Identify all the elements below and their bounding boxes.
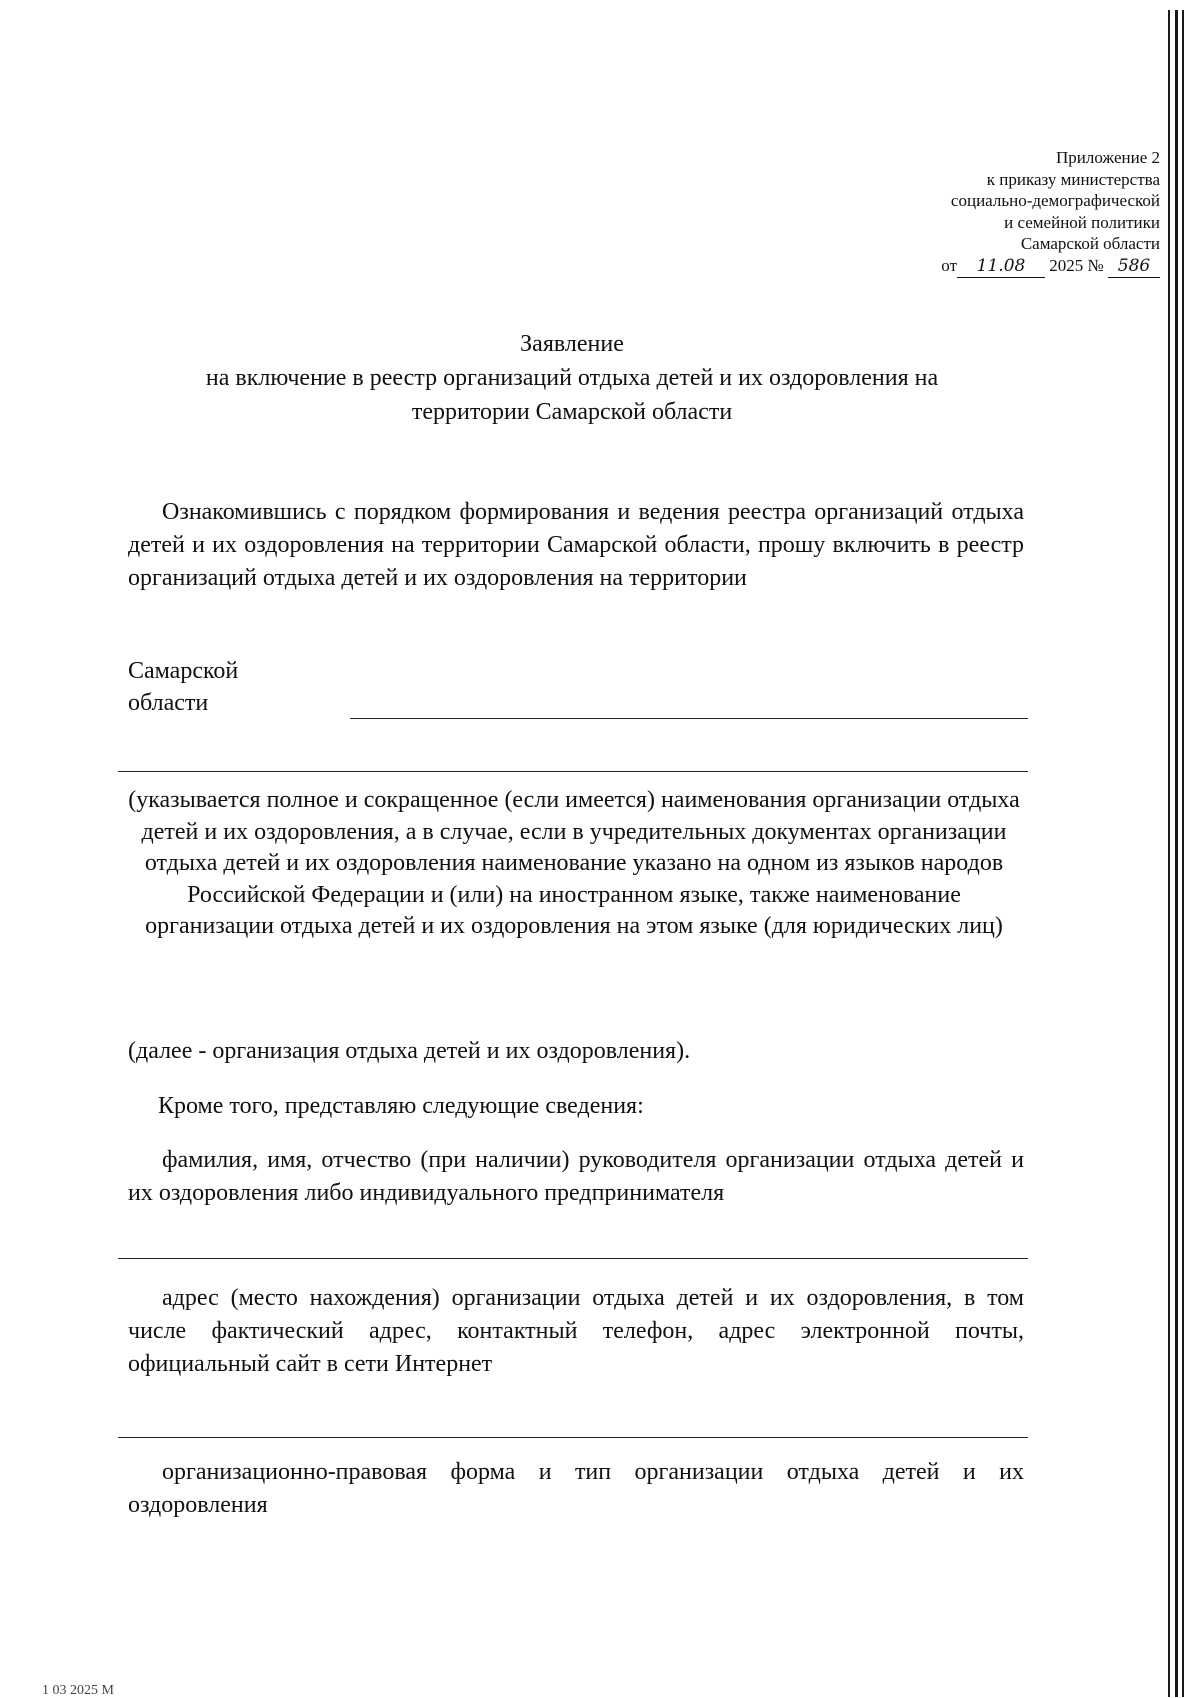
fill-in-line — [350, 718, 1028, 719]
order-date-line — [830, 255, 1160, 279]
intro-paragraph — [128, 496, 1024, 595]
scan-edge-line — [1182, 10, 1184, 1697]
intro-text: Ознакомившись с порядком формирования и ведения реестра организаций отдыха детей и их оздоровления на территории Самарской области, прошу включить в реестр организаций отдыха детей и их оздоровления на территории — [128, 499, 1024, 591]
appendix-header — [830, 147, 1160, 278]
fill-in-line — [118, 1258, 1028, 1259]
head-fio-paragraph — [128, 1144, 1024, 1210]
title-line: Заявление — [520, 331, 624, 357]
fill-in-line — [118, 1437, 1028, 1438]
appendix-line: Самарской области — [1020, 234, 1160, 253]
handwritten-date: 11.08 — [957, 256, 1045, 279]
name-explanation-note: (указывается полное и сокращенное (если имеется) наименования организации отдыха детей и их оздоровления, а в случае, если в учредительных документах организации отдыха детей и их оздоровления наименование указано на одном из языков народов Российской Федерации и (или) на иностранном языке, также наименование организации отдыха детей и их оздоровления на этом языке (для юридических лиц) — [128, 787, 1020, 939]
hereinafter-text: (далее - организация отдыха детей и их оздоровления). — [128, 1038, 691, 1064]
footer-fragment: 1 03 2025 М — [42, 1683, 114, 1698]
appendix-line: социально-демографической — [950, 191, 1160, 210]
year-text: 2025 № — [1049, 255, 1104, 275]
region-line: области — [128, 690, 209, 716]
legal-form-text: организационно-правовая форма и тип организации отдыха детей и их оздоровления — [128, 1459, 1024, 1518]
scan-edge-line — [1168, 10, 1170, 1697]
address-text: адрес (место нахождения) организации отдыха детей и их оздоровления, в том числе фактический адрес, контактный телефон, адрес электронной почты, официальный сайт в сети Интернет — [128, 1285, 1024, 1377]
appendix-line: и семейной политики — [1004, 212, 1160, 232]
document-title — [120, 327, 1024, 429]
date-prefix: от — [941, 255, 958, 275]
region-line: Самарской — [128, 658, 239, 684]
fill-in-line — [118, 771, 1028, 772]
address-paragraph — [128, 1282, 1024, 1381]
appendix-line: Приложение 2 — [1056, 148, 1160, 167]
legal-form-paragraph — [128, 1456, 1024, 1522]
title-line: на включение в реестр организаций отдыха детей и их оздоровления на — [205, 365, 939, 391]
moreover-text: Кроме того, представляю следующие сведения: — [158, 1093, 644, 1119]
title-line: территории Самарской области — [411, 399, 733, 425]
scan-edge-line — [1175, 10, 1178, 1697]
appendix-line: к приказу министерства — [986, 169, 1160, 189]
head-fio-text: фамилия, имя, отчество (при наличии) руководителя организации отдыха детей и их оздоровления либо индивидуального предпринимателя — [128, 1147, 1024, 1206]
handwritten-number: 586 — [1108, 256, 1160, 279]
